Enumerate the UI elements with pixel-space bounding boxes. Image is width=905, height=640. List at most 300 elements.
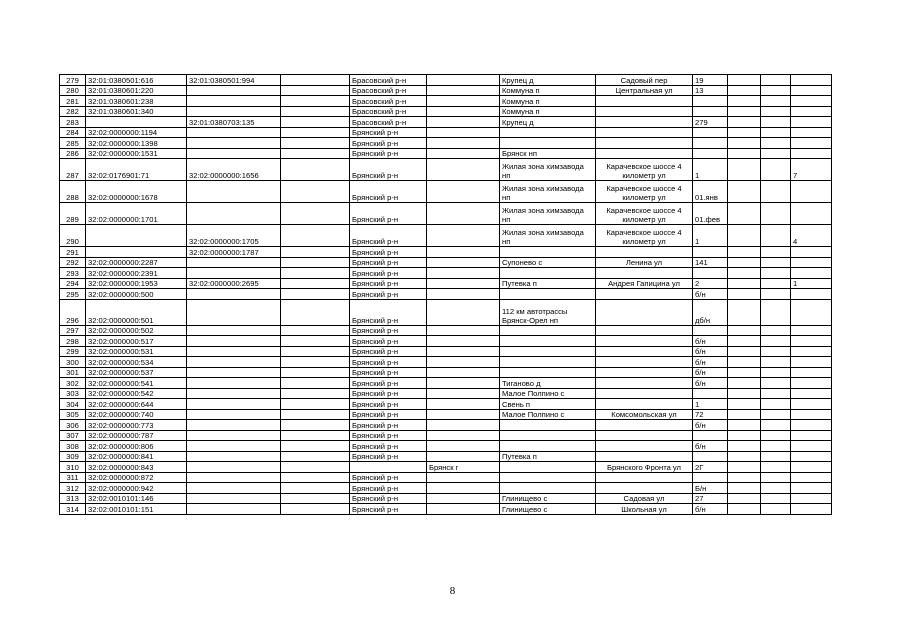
cell-cadastral-number: 32:02:0000000:534 — [86, 357, 187, 368]
cell-row-number: 291 — [60, 247, 86, 258]
cell-column-11 — [761, 159, 791, 181]
cell-district: Брянский р-н — [350, 159, 427, 181]
cell-column-10 — [728, 420, 761, 431]
cell-cadastral-number-alt: 32:02:0000000:1787 — [187, 247, 281, 258]
cell-column-4 — [281, 85, 350, 96]
cell-column-10 — [728, 357, 761, 368]
cell-column-4 — [281, 493, 350, 504]
cell-row-number: 280 — [60, 85, 86, 96]
cell-column-10 — [728, 472, 761, 483]
cell-street: Комсомольская ул — [596, 409, 693, 420]
cell-street: Брянского Фронта ул — [596, 462, 693, 473]
cell-city — [427, 159, 500, 181]
cell-settlement: Супонево с — [500, 257, 596, 268]
cell-street — [596, 127, 693, 138]
cell-column-12 — [791, 325, 832, 336]
cell-cadastral-number-alt: 32:02:0000000:2695 — [187, 278, 281, 289]
cell-settlement: Крупец д — [500, 117, 596, 128]
cell-house-number: б/н — [693, 504, 728, 515]
cell-column-10 — [728, 247, 761, 258]
cell-column-11 — [761, 388, 791, 399]
cell-street — [596, 483, 693, 494]
cell-city — [427, 127, 500, 138]
cell-settlement: Малое Полпино с — [500, 409, 596, 420]
cell-district: Брянский р-н — [350, 257, 427, 268]
cell-district: Брянский р-н — [350, 357, 427, 368]
cell-cadastral-number-alt — [187, 289, 281, 300]
cell-cadastral-number-alt — [187, 299, 281, 325]
cell-column-4 — [281, 346, 350, 357]
cell-column-12 — [791, 336, 832, 347]
cell-column-12 — [791, 148, 832, 159]
cell-cadastral-number-alt — [187, 399, 281, 410]
cell-column-4 — [281, 159, 350, 181]
cell-street — [596, 247, 693, 258]
cell-street: Карачевское шоссе 4 километр ул — [596, 225, 693, 247]
cell-column-12 — [791, 181, 832, 203]
table-row — [60, 257, 832, 268]
cell-column-11 — [761, 75, 791, 86]
cell-cadastral-number-alt — [187, 504, 281, 515]
table-row — [60, 472, 832, 483]
cell-street — [596, 357, 693, 368]
cell-cadastral-number: 32:02:0000000:542 — [86, 388, 187, 399]
cell-cadastral-number-alt — [187, 336, 281, 347]
cell-district — [350, 462, 427, 473]
cell-cadastral-number-alt — [187, 268, 281, 279]
cell-city — [427, 247, 500, 258]
cell-city: Брянск г — [427, 462, 500, 473]
cell-city — [427, 420, 500, 431]
cell-settlement — [500, 462, 596, 473]
cell-column-10 — [728, 441, 761, 452]
cell-street: Садовый пер — [596, 75, 693, 86]
cell-cadastral-number: 32:02:0000000:2287 — [86, 257, 187, 268]
table-row — [60, 367, 832, 378]
table-row — [60, 325, 832, 336]
cell-column-11 — [761, 409, 791, 420]
cell-column-4 — [281, 96, 350, 107]
cell-district: Брянский р-н — [350, 181, 427, 203]
cell-row-number: 287 — [60, 159, 86, 181]
cell-district: Брянский р-н — [350, 388, 427, 399]
cell-cadastral-number-alt — [187, 148, 281, 159]
cell-column-11 — [761, 225, 791, 247]
cell-settlement — [500, 357, 596, 368]
page-number: 8 — [449, 585, 456, 597]
cell-cadastral-number: 32:02:0000000:872 — [86, 472, 187, 483]
cell-column-12 — [791, 504, 832, 515]
cell-column-11 — [761, 367, 791, 378]
cell-street — [596, 96, 693, 107]
cell-house-number — [693, 430, 728, 441]
cell-column-4 — [281, 441, 350, 452]
cell-column-12 — [791, 117, 832, 128]
cell-cadastral-number: 32:01:0380601:220 — [86, 85, 187, 96]
cell-district: Брянский р-н — [350, 268, 427, 279]
cell-column-11 — [761, 289, 791, 300]
cell-cadastral-number: 32:02:0000000:841 — [86, 451, 187, 462]
cell-column-12: 7 — [791, 159, 832, 181]
cell-district: Брасовский р-н — [350, 75, 427, 86]
cell-column-11 — [761, 127, 791, 138]
cell-city — [427, 181, 500, 203]
cell-district: Брянский р-н — [350, 138, 427, 149]
cell-settlement: Коммуна п — [500, 96, 596, 107]
cell-house-number — [693, 268, 728, 279]
table-row — [60, 127, 832, 138]
cell-column-12 — [791, 409, 832, 420]
cell-column-4 — [281, 278, 350, 289]
cell-cadastral-number-alt — [187, 451, 281, 462]
table-body — [60, 75, 832, 515]
cell-cadastral-number-alt: 32:01:0380703:135 — [187, 117, 281, 128]
cell-district: Брасовский р-н — [350, 117, 427, 128]
cell-column-4 — [281, 451, 350, 462]
cell-settlement — [500, 346, 596, 357]
cell-settlement — [500, 483, 596, 494]
cell-settlement — [500, 367, 596, 378]
cell-column-12 — [791, 493, 832, 504]
cell-row-number: 290 — [60, 225, 86, 247]
cell-district: Брянский р-н — [350, 378, 427, 389]
table-row — [60, 159, 832, 181]
table-row — [60, 181, 832, 203]
cell-house-number: 19 — [693, 75, 728, 86]
cell-settlement: Глинищево с — [500, 493, 596, 504]
cell-settlement: Коммуна п — [500, 85, 596, 96]
cell-column-12 — [791, 346, 832, 357]
cell-city — [427, 451, 500, 462]
cell-settlement: 112 км автотрассы Брянск-Орел нп — [500, 299, 596, 325]
cell-column-12 — [791, 268, 832, 279]
cell-column-12 — [791, 96, 832, 107]
cell-settlement: Брянск нп — [500, 148, 596, 159]
cell-column-10 — [728, 409, 761, 420]
cell-column-12 — [791, 483, 832, 494]
table-row — [60, 225, 832, 247]
cell-column-4 — [281, 399, 350, 410]
cell-district: Брянский р-н — [350, 441, 427, 452]
cell-column-12 — [791, 451, 832, 462]
cell-cadastral-number: 32:02:0000000:1953 — [86, 278, 187, 289]
cell-street: Карачевское шоссе 4 километр ул — [596, 203, 693, 225]
cell-column-11 — [761, 96, 791, 107]
cell-row-number: 308 — [60, 441, 86, 452]
cell-column-11 — [761, 357, 791, 368]
cell-district: Брянский р-н — [350, 483, 427, 494]
cell-cadastral-number-alt — [187, 257, 281, 268]
cell-district: Брянский р-н — [350, 203, 427, 225]
cell-row-number: 286 — [60, 148, 86, 159]
cell-cadastral-number-alt — [187, 203, 281, 225]
cell-house-number — [693, 247, 728, 258]
cell-column-10 — [728, 289, 761, 300]
cell-city — [427, 409, 500, 420]
cell-settlement: Жилая зона химзавода нп — [500, 159, 596, 181]
cell-house-number: 279 — [693, 117, 728, 128]
cell-column-12 — [791, 106, 832, 117]
table-row — [60, 346, 832, 357]
cell-column-4 — [281, 148, 350, 159]
cell-settlement — [500, 289, 596, 300]
cell-settlement: Путевка п — [500, 278, 596, 289]
cell-house-number — [693, 106, 728, 117]
cell-settlement: Жилая зона химзавода нп — [500, 181, 596, 203]
cell-cadastral-number-alt — [187, 85, 281, 96]
cell-house-number: 27 — [693, 493, 728, 504]
cell-cadastral-number: 32:02:0000000:1531 — [86, 148, 187, 159]
land-registry-table — [59, 74, 832, 515]
cell-cadastral-number: 32:02:0000000:806 — [86, 441, 187, 452]
cell-column-12 — [791, 257, 832, 268]
cell-cadastral-number: 32:02:0000000:1701 — [86, 203, 187, 225]
cell-column-12 — [791, 399, 832, 410]
cell-street — [596, 430, 693, 441]
cell-house-number: б/н — [693, 357, 728, 368]
cell-district: Брянский р-н — [350, 225, 427, 247]
cell-settlement: Глинищево с — [500, 504, 596, 515]
table-row — [60, 504, 832, 515]
cell-street — [596, 106, 693, 117]
cell-district: Брянский р-н — [350, 504, 427, 515]
cell-column-11 — [761, 203, 791, 225]
cell-column-11 — [761, 148, 791, 159]
cell-city — [427, 336, 500, 347]
cell-settlement: Жилая зона химзавода нп — [500, 225, 596, 247]
cell-row-number: 304 — [60, 399, 86, 410]
cell-street: Карачевское шоссе 4 километр ул — [596, 159, 693, 181]
cell-column-10 — [728, 117, 761, 128]
cell-row-number: 302 — [60, 378, 86, 389]
cell-street — [596, 289, 693, 300]
cell-column-12 — [791, 472, 832, 483]
cell-city — [427, 257, 500, 268]
cell-row-number: 314 — [60, 504, 86, 515]
cell-city — [427, 441, 500, 452]
cell-column-11 — [761, 257, 791, 268]
cell-city — [427, 346, 500, 357]
cell-city — [427, 504, 500, 515]
cell-city — [427, 138, 500, 149]
cell-settlement — [500, 268, 596, 279]
cell-street — [596, 367, 693, 378]
cell-column-10 — [728, 138, 761, 149]
cell-row-number: 310 — [60, 462, 86, 473]
cell-column-11 — [761, 451, 791, 462]
cell-district: Брянский р-н — [350, 451, 427, 462]
cell-column-4 — [281, 483, 350, 494]
cell-column-11 — [761, 493, 791, 504]
cell-column-11 — [761, 346, 791, 357]
cell-cadastral-number — [86, 225, 187, 247]
cell-cadastral-number-alt: 32:02:0000000:1705 — [187, 225, 281, 247]
cell-column-4 — [281, 225, 350, 247]
table-row — [60, 336, 832, 347]
cell-city — [427, 148, 500, 159]
cell-row-number: 313 — [60, 493, 86, 504]
cell-cadastral-number: 32:02:0000000:531 — [86, 346, 187, 357]
cell-row-number: 312 — [60, 483, 86, 494]
cell-column-12 — [791, 420, 832, 431]
cell-column-12 — [791, 289, 832, 300]
cell-house-number — [693, 148, 728, 159]
cell-city — [427, 367, 500, 378]
cell-cadastral-number: 32:02:0000000:1194 — [86, 127, 187, 138]
cell-column-4 — [281, 268, 350, 279]
cell-cadastral-number: 32:02:0176901:71 — [86, 159, 187, 181]
cell-settlement: Малое Полпино с — [500, 388, 596, 399]
cell-row-number: 289 — [60, 203, 86, 225]
cell-street: Андрея Гапицина ул — [596, 278, 693, 289]
cell-cadastral-number: 32:02:0000000:501 — [86, 299, 187, 325]
cell-column-10 — [728, 257, 761, 268]
cell-cadastral-number-alt — [187, 472, 281, 483]
cell-cadastral-number — [86, 117, 187, 128]
cell-city — [427, 378, 500, 389]
cell-column-11 — [761, 483, 791, 494]
table-row — [60, 483, 832, 494]
cell-house-number: б/н — [693, 336, 728, 347]
cell-street — [596, 336, 693, 347]
cell-row-number: 306 — [60, 420, 86, 431]
cell-city — [427, 117, 500, 128]
cell-column-4 — [281, 289, 350, 300]
cell-cadastral-number: 32:02:0000000:644 — [86, 399, 187, 410]
cell-house-number: 72 — [693, 409, 728, 420]
table-row — [60, 148, 832, 159]
cell-column-11 — [761, 462, 791, 473]
cell-column-10 — [728, 325, 761, 336]
table-row — [60, 420, 832, 431]
cell-district: Брянский р-н — [350, 346, 427, 357]
cell-district: Брянский р-н — [350, 336, 427, 347]
cell-settlement: Путевка п — [500, 451, 596, 462]
table-row — [60, 441, 832, 452]
cell-cadastral-number: 32:02:0000000:942 — [86, 483, 187, 494]
cell-house-number: 01.фев — [693, 203, 728, 225]
cell-district: Брасовский р-н — [350, 106, 427, 117]
table-row — [60, 299, 832, 325]
cell-street — [596, 441, 693, 452]
cell-column-4 — [281, 388, 350, 399]
cell-column-11 — [761, 504, 791, 515]
cell-city — [427, 472, 500, 483]
table-row — [60, 96, 832, 107]
cell-house-number — [693, 325, 728, 336]
cell-district: Брянский р-н — [350, 367, 427, 378]
cell-column-11 — [761, 325, 791, 336]
cell-cadastral-number — [86, 247, 187, 258]
cell-column-12 — [791, 357, 832, 368]
cell-column-12 — [791, 127, 832, 138]
cell-street — [596, 420, 693, 431]
cell-column-10 — [728, 378, 761, 389]
cell-column-10 — [728, 181, 761, 203]
cell-cadastral-number-alt — [187, 346, 281, 357]
table-row — [60, 493, 832, 504]
cell-column-4 — [281, 106, 350, 117]
cell-settlement — [500, 127, 596, 138]
cell-district: Брянский р-н — [350, 289, 427, 300]
cell-column-4 — [281, 299, 350, 325]
cell-row-number: 288 — [60, 181, 86, 203]
cell-column-4 — [281, 504, 350, 515]
cell-district: Брянский р-н — [350, 430, 427, 441]
cell-column-10 — [728, 225, 761, 247]
cell-street: Школьная ул — [596, 504, 693, 515]
cell-street: Карачевское шоссе 4 километр ул — [596, 181, 693, 203]
cell-district: Брянский р-н — [350, 247, 427, 258]
cell-street — [596, 346, 693, 357]
cell-city — [427, 325, 500, 336]
table-row — [60, 203, 832, 225]
cell-row-number: 299 — [60, 346, 86, 357]
cell-cadastral-number-alt — [187, 96, 281, 107]
cell-column-4 — [281, 336, 350, 347]
cell-settlement — [500, 472, 596, 483]
cell-column-11 — [761, 420, 791, 431]
cell-city — [427, 278, 500, 289]
cell-district: Брянский р-н — [350, 493, 427, 504]
cell-row-number: 307 — [60, 430, 86, 441]
cell-column-12 — [791, 430, 832, 441]
cell-column-11 — [761, 181, 791, 203]
cell-cadastral-number: 32:02:0000000:541 — [86, 378, 187, 389]
cell-column-11 — [761, 117, 791, 128]
table-row — [60, 75, 832, 86]
cell-row-number: 292 — [60, 257, 86, 268]
cell-column-10 — [728, 159, 761, 181]
cell-column-10 — [728, 299, 761, 325]
cell-district: Брянский р-н — [350, 148, 427, 159]
cell-city — [427, 225, 500, 247]
cell-house-number: 1 — [693, 399, 728, 410]
cell-street: Садовая ул — [596, 493, 693, 504]
cell-column-12: 1 — [791, 278, 832, 289]
cell-city — [427, 299, 500, 325]
cell-column-10 — [728, 148, 761, 159]
cell-column-10 — [728, 278, 761, 289]
table-row — [60, 278, 832, 289]
cell-row-number: 279 — [60, 75, 86, 86]
cell-row-number: 284 — [60, 127, 86, 138]
cell-street — [596, 378, 693, 389]
cell-city — [427, 75, 500, 86]
cell-column-4 — [281, 472, 350, 483]
cell-column-10 — [728, 96, 761, 107]
cell-column-11 — [761, 268, 791, 279]
cell-row-number: 305 — [60, 409, 86, 420]
table-row — [60, 399, 832, 410]
cell-city — [427, 430, 500, 441]
cell-house-number: 1 — [693, 225, 728, 247]
cell-row-number: 311 — [60, 472, 86, 483]
cell-row-number: 297 — [60, 325, 86, 336]
cell-house-number: б/н — [693, 441, 728, 452]
table-row — [60, 451, 832, 462]
cell-row-number: 281 — [60, 96, 86, 107]
cell-cadastral-number: 32:01:0380601:238 — [86, 96, 187, 107]
table-row — [60, 268, 832, 279]
cell-settlement — [500, 336, 596, 347]
cell-column-10 — [728, 462, 761, 473]
cell-house-number: б/н — [693, 289, 728, 300]
cell-column-10 — [728, 493, 761, 504]
cell-column-11 — [761, 472, 791, 483]
cell-district: Брянский р-н — [350, 472, 427, 483]
cell-column-11 — [761, 278, 791, 289]
